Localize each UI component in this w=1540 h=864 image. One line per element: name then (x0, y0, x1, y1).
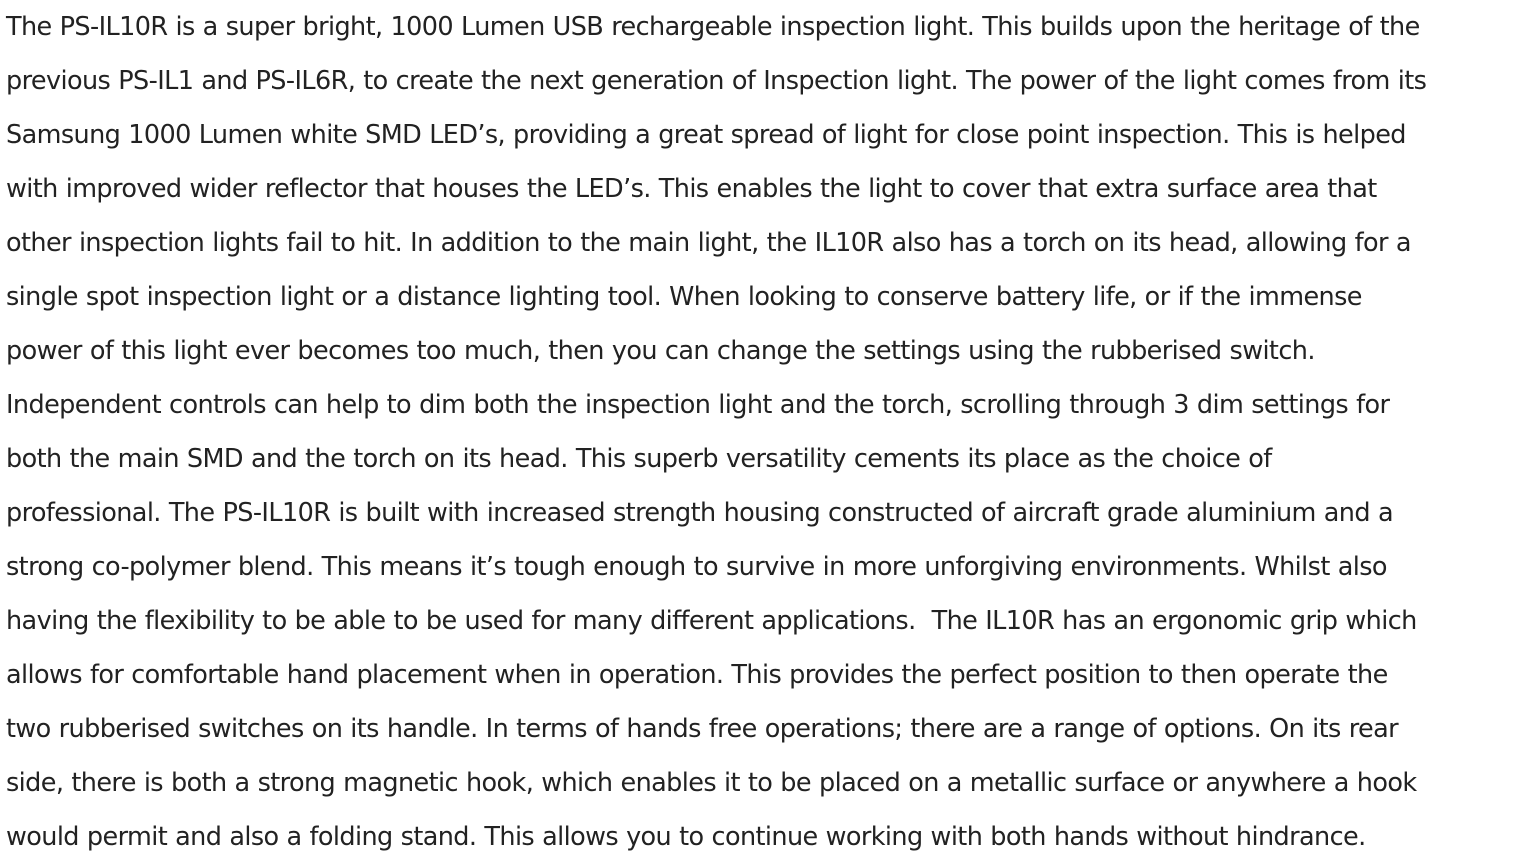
description-line: other inspection lights fail to hit. In addition to the main light, the IL10R also has a torch on its head, allowing for a (6, 228, 1411, 258)
description-line: with improved wider reflector that houses the LED’s. This enables the light to cover that extra surface area that (6, 174, 1377, 204)
description-line: single spot inspection light or a distance lighting tool. When looking to conserve battery life, or if the immense (6, 282, 1362, 312)
description-line: previous PS-IL1 and PS-IL6R, to create the next generation of Inspection light. The power of the light comes from its (6, 66, 1427, 96)
description-line: professional. The PS-IL10R is built with increased strength housing constructed of aircraft grade aluminium and a (6, 498, 1393, 528)
description-line: side, there is both a strong magnetic hook, which enables it to be placed on a metallic surface or anywhere a hook (6, 768, 1417, 798)
description-line: both the main SMD and the torch on its head. This superb versatility cements its place as the choice of (6, 444, 1272, 474)
description-line: would permit and also a folding stand. This allows you to continue working with both hands without hindrance. (6, 822, 1366, 852)
description-line: allows for comfortable hand placement when in operation. This provides the perfect position to then operate the (6, 660, 1388, 690)
description-line: power of this light ever becomes too much, then you can change the settings using the rubberised switch. (6, 336, 1315, 366)
description-line: The PS-IL10R is a super bright, 1000 Lumen USB rechargeable inspection light. This builds upon the heritage of the (6, 12, 1420, 42)
description-line: two rubberised switches on its handle. In terms of hands free operations; there are a range of options. On its rear (6, 714, 1399, 744)
description-line: strong co-polymer blend. This means it’s tough enough to survive in more unforgiving environments. Whilst also (6, 552, 1387, 582)
product-description (6, 0, 1538, 864)
description-line: having the flexibility to be able to be used for many different applications. The IL10R has an ergonomic grip which (6, 606, 1417, 636)
description-line: Samsung 1000 Lumen white SMD LED’s, providing a great spread of light for close point inspection. This is helped (6, 120, 1406, 150)
description-line: Independent controls can help to dim both the inspection light and the torch, scrolling through 3 dim settings for (6, 390, 1390, 420)
